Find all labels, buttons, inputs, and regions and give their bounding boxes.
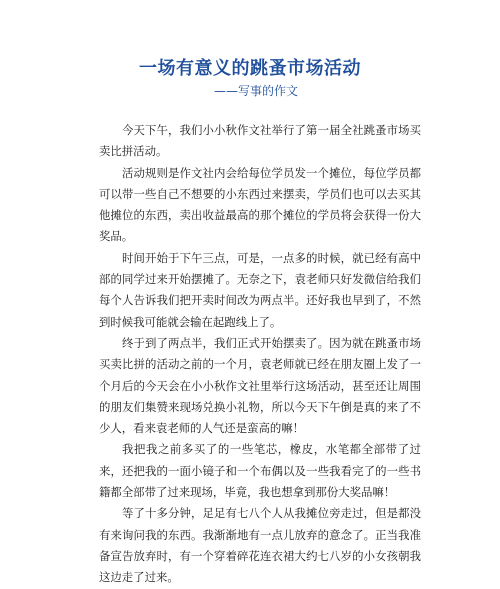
- paragraph-1: 今天下午，我们小小秋作文社举行了第一届全社跳蚤市场买卖比拼活动。: [99, 123, 421, 159]
- paragraph-3: 时间开始于下午三点，可是，一点多的时候，就已经有高中部的同学过来开始摆摊了。无奈之下，袁老师只好发微信给我们每个人告诉我们把开卖时间改为两点半。还好我也早到了，不然到时候我可能就会输在起跑线上了。: [99, 250, 421, 329]
- article-title: 一场有意义的跳蚤市场活动: [139, 58, 361, 79]
- article-subtitle: ——写事的作文: [214, 84, 299, 98]
- paragraph-4: 终于到了两点半，我们正式开始摆卖了。因为就在跳蚤市场买卖比拼的活动之前的一个月，袁老师就已经在朋友圈上发了一个月后的今天会在小小秋作文社里举行这场活动，甚至还让周围的朋友们集赞来现场兑换小礼物，所以今天下午倒是真的来了不少人，看来袁老师的人气还是蛮高的嘛！: [99, 335, 421, 436]
- paragraph-5: 我把我之前多买了的一些笔芯，橡皮，水笔都全部带了过来，还把我的一面小镜子和一个布偶以及一些我看完了的一些书籍都全部带了过来现场，毕竟，我也想拿到那份大奖品嘛！: [99, 442, 421, 500]
- article-body: [99, 120, 421, 589]
- paragraph-6: 等了十多分钟，足足有七八个人从我摊位旁走过，但是都没有来询问我的东西。我渐渐地有一点儿放弃的意念了。正当我准备宣告放弃时，有一个穿着碎花连衣裙大约七八岁的小女孩朝我这边走了过来。: [99, 506, 421, 585]
- paragraph-2: 活动规则是作文社内会给每位学员发一个摊位，每位学员都可以带一些自己不想要的小东西过来摆卖，学员们也可以去买其他摊位的东西，卖出收益最高的那个摊位的学员将会获得一份大奖品。: [99, 165, 421, 244]
